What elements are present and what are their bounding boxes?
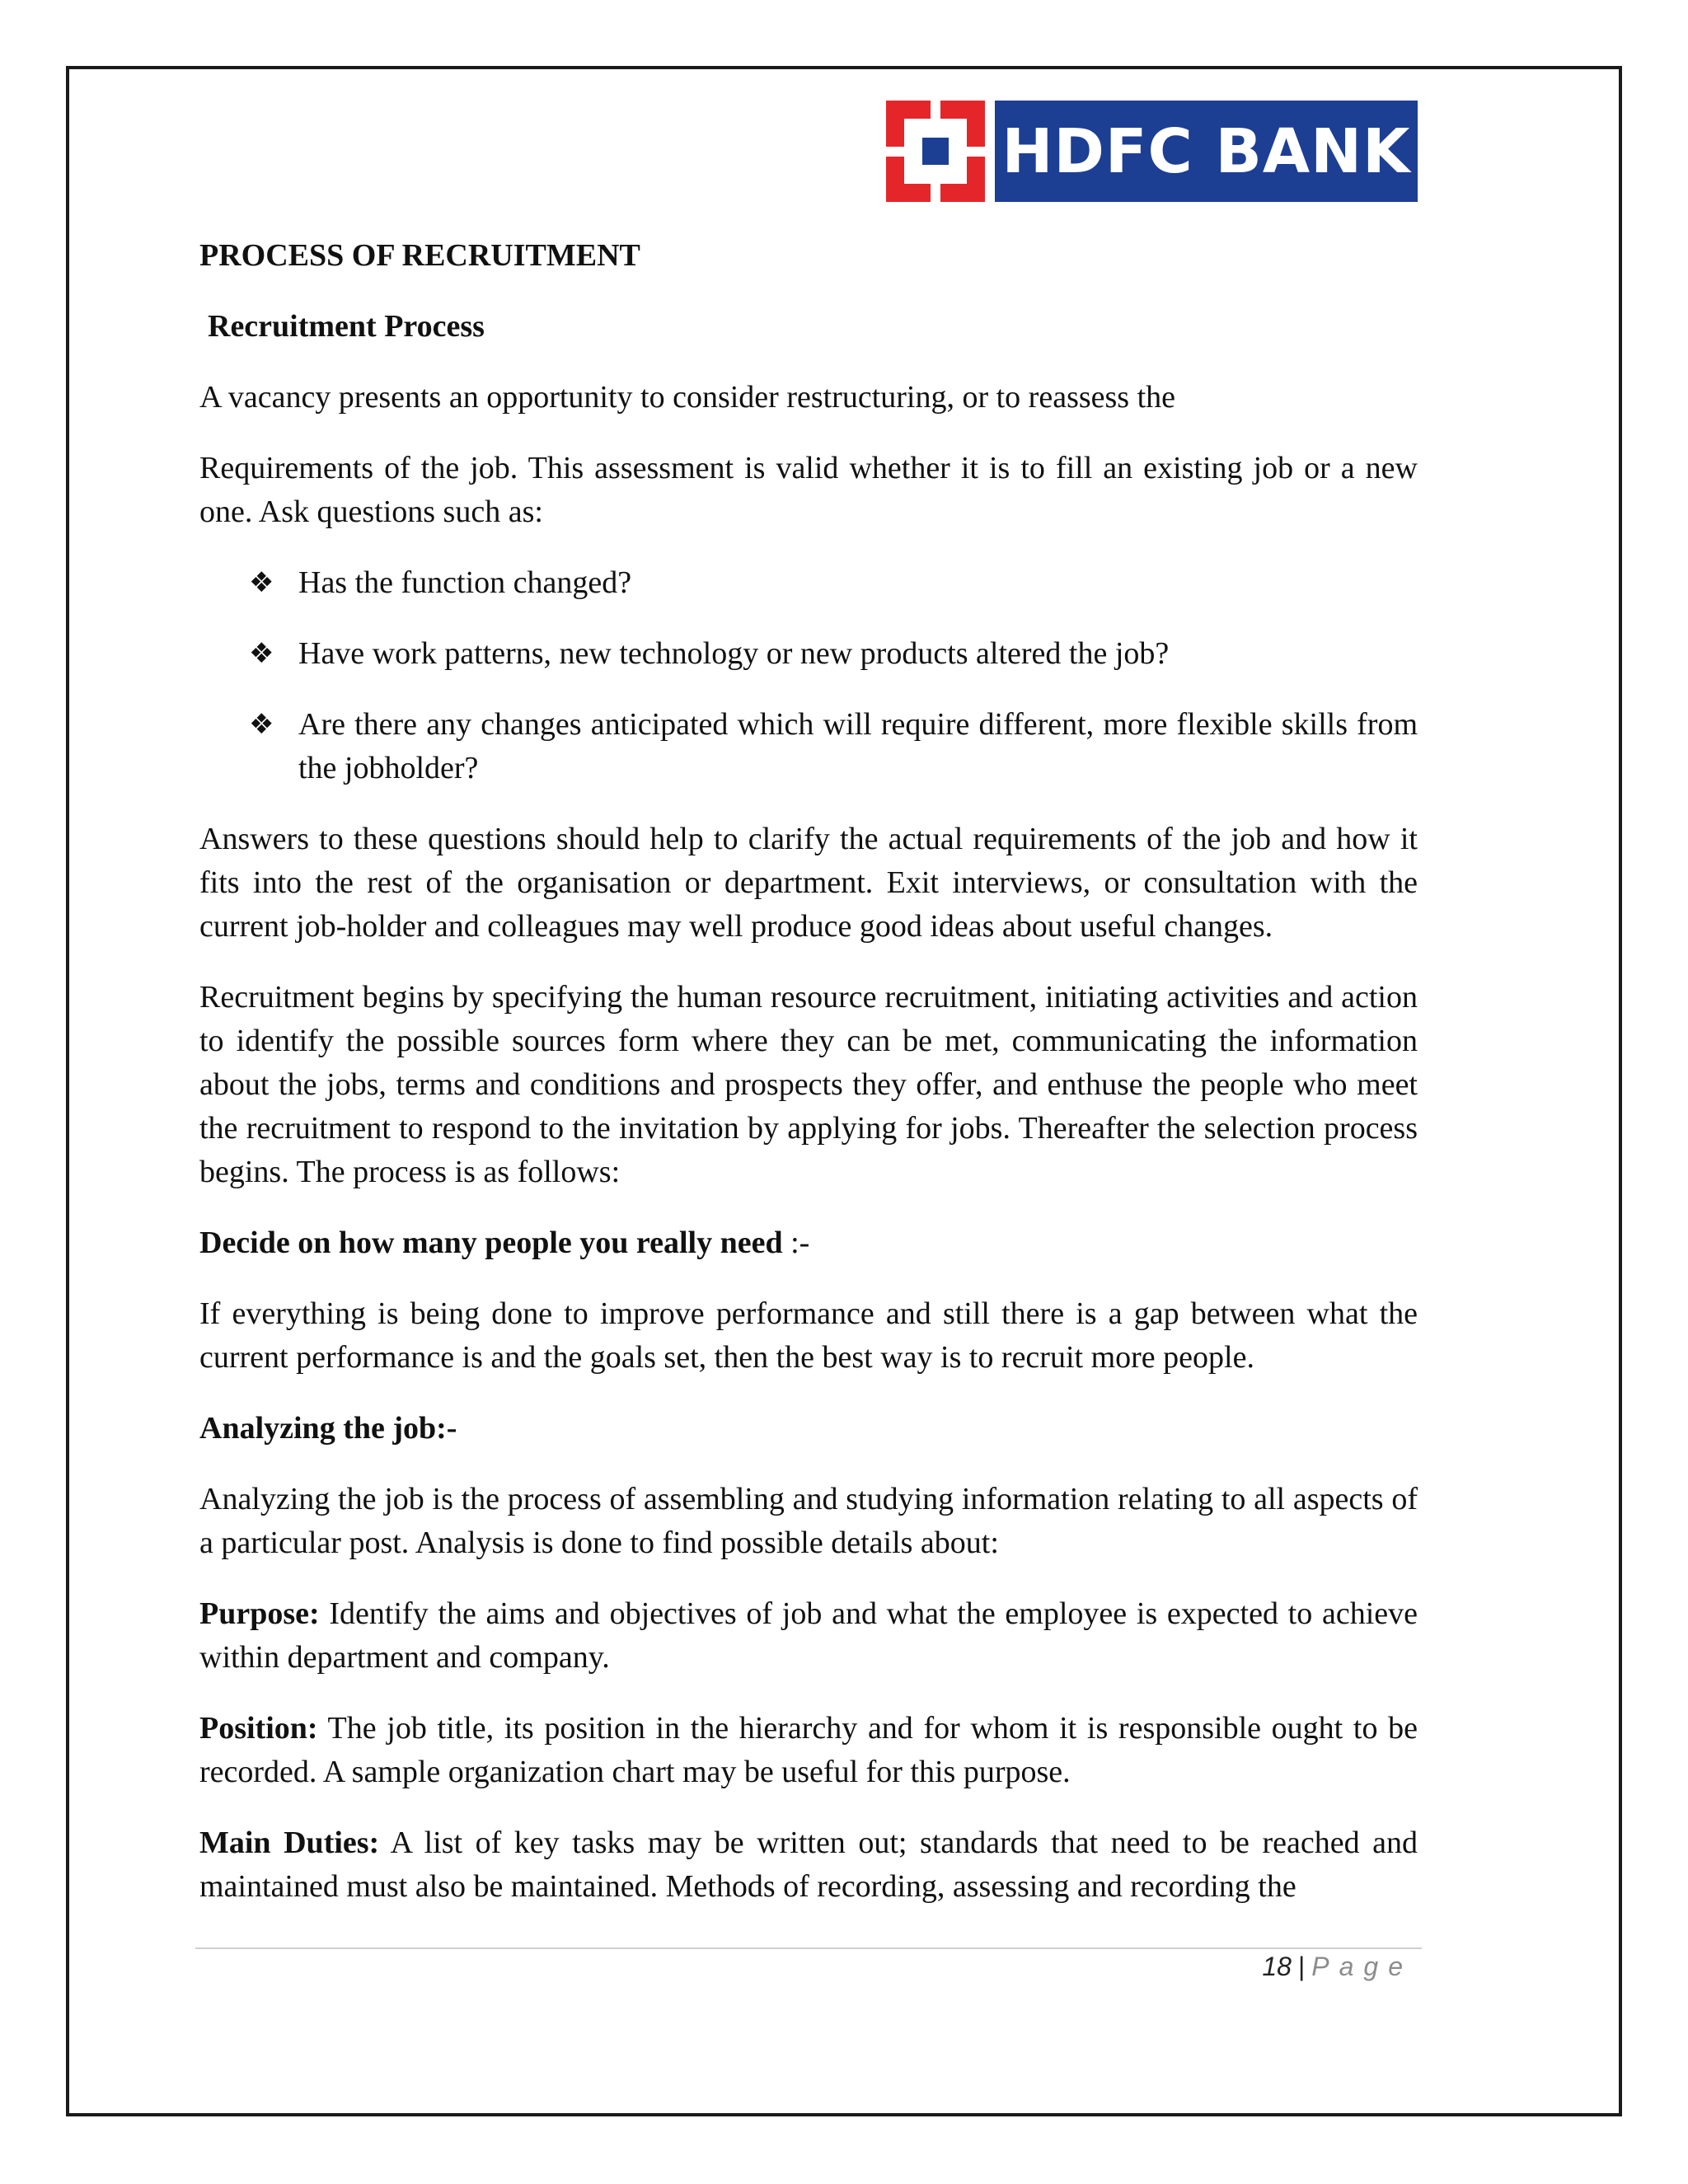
intro-paragraph-2: Requirements of the job. This assessment is valid whether it is to fill an existing job or a new one. Ask questions such as: <box>199 451 1418 529</box>
main-duties-paragraph: Main Duties: A list of key tasks may be written out; standards that need to be reached and maintained must also be maintained. Methods of recording, assessing and recording the <box>199 1825 1418 1904</box>
analyzing-paragraph: Analyzing the job is the process of assembling and studying information relating to all aspects of a particular post. Analysis is done to find possible details about: <box>199 1482 1418 1560</box>
list-item: ❖ Have work patterns, new technology or new products altered the job? <box>199 632 1418 676</box>
page-footer <box>1262 1952 1413 1982</box>
answers-paragraph: Answers to these questions should help to clarify the actual requirements of the job and how it fits into the rest of the organisation or department. Exit interviews, or consultation with the current job-holder and colleagues may well produce good ideas about useful changes. <box>199 822 1418 944</box>
document-body <box>199 234 1418 1936</box>
recruitment-paragraph: Recruitment begins by specifying the human resource recruitment, initiating activities and action to identify the possible sources form where they can be met, communicating the information about the jobs, terms and conditions and prospects they offer, and enthuse the people who meet the recruitment to respond to the invitation by applying for jobs. Thereafter the selection process begins. The process is as follows: <box>199 980 1418 1189</box>
diamond-bullet-icon: ❖ <box>249 566 274 599</box>
position-paragraph: Position: The job title, its position in the hierarchy and for whom it is responsible ought to be recorded. A sample organization chart may be useful for this purpose. <box>199 1711 1418 1789</box>
logo-text: HDFC BANK <box>995 101 1418 202</box>
decide-paragraph: If everything is being done to improve performance and still there is a gap between what the current performance is and the goals set, then the best way is to recruit more people. <box>199 1296 1418 1375</box>
page-number: 18 <box>1262 1952 1292 1981</box>
section-subtitle: Recruitment Process <box>208 309 485 344</box>
list-item: ❖ Has the function changed? <box>199 561 1418 605</box>
page-title: PROCESS OF RECRUITMENT <box>199 238 640 273</box>
intro-paragraph-1: A vacancy presents an opportunity to consider restructuring, or to reassess the <box>199 380 1176 415</box>
decide-heading: Decide on how many people you really need :- <box>199 1226 810 1260</box>
hdfc-bank-logo <box>886 101 1418 202</box>
purpose-paragraph: Purpose: Identify the aims and objectives of job and what the employee is expected to achieve within department and company. <box>199 1596 1418 1675</box>
analyzing-heading: Analyzing the job:- <box>199 1411 457 1446</box>
list-item: ❖ Are there any changes anticipated which will require different, more flexible skills from the jobholder? <box>199 703 1418 790</box>
diamond-bullet-icon: ❖ <box>249 637 274 670</box>
diamond-bullet-icon: ❖ <box>249 708 274 741</box>
footer-separator: | <box>1297 1952 1306 1981</box>
footer-divider <box>195 1947 1422 1949</box>
question-list <box>199 561 1418 790</box>
hdfc-logo-mark-icon <box>886 101 985 202</box>
page-word: Page <box>1311 1952 1413 1981</box>
